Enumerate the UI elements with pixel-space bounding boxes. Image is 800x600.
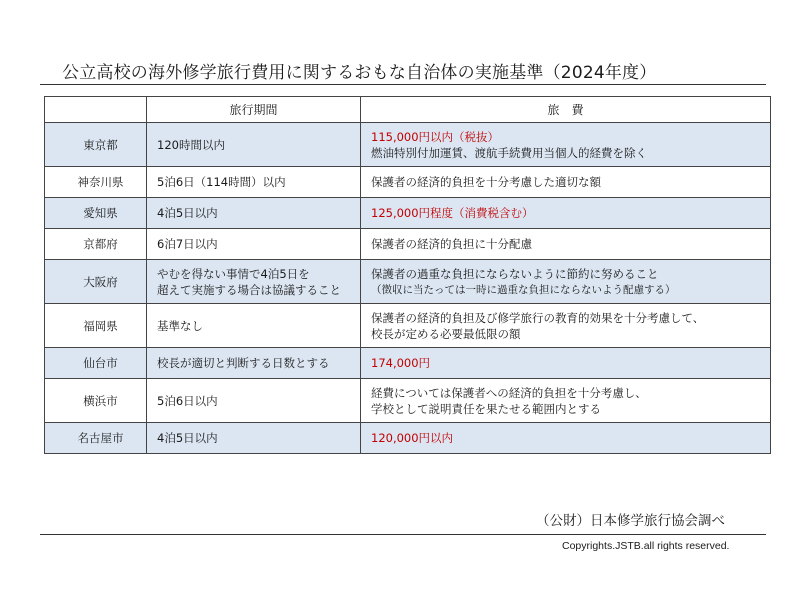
cost-cell — [361, 304, 771, 348]
header-period: 旅行期間 — [147, 97, 361, 123]
municipality-cell: 名古屋市 — [45, 423, 147, 454]
cost-line: 120,000円以内 — [371, 431, 454, 445]
cost-line: 115,000円以内（税抜） — [371, 129, 500, 144]
table-row — [45, 348, 771, 379]
page-title: 公立高校の海外修学旅行費用に関するおもな自治体の実施基準（2024年度） — [62, 63, 657, 83]
cost-line: 125,000円程度（消費税含む） — [371, 206, 534, 220]
cost-cell — [361, 123, 771, 167]
cost-line: 保護者の経済的負担及び修学旅行の教育的効果を十分考慮して、 — [371, 310, 705, 325]
cost-line: 校長が定める必要最低限の額 — [371, 326, 521, 341]
period-line: 超えて実施する場合は協議すること — [157, 282, 341, 297]
source-note: （公財）日本修学旅行協会調べ — [536, 513, 725, 529]
municipality-cell: 横浜市 — [45, 379, 147, 423]
table-row — [45, 123, 771, 167]
period-cell — [147, 198, 361, 229]
cost-cell — [361, 379, 771, 423]
period-line: 6泊7日以内 — [157, 237, 218, 251]
header-municipality — [45, 97, 147, 123]
period-cell — [147, 348, 361, 379]
cost-cell — [361, 167, 771, 198]
table-row — [45, 379, 771, 423]
cost-line: 学校として説明責任を果たせる範囲内とする — [371, 401, 601, 416]
table-row — [45, 167, 771, 198]
period-line: 4泊5日以内 — [157, 206, 218, 220]
cost-line: 燃油特別付加運賃、渡航手続費用当個人的経費を除く — [371, 145, 647, 160]
cost-cell — [361, 229, 771, 260]
footer-divider — [40, 534, 766, 535]
title-divider — [40, 84, 766, 85]
cost-line: （徴収に当たっては一時に過重な負担にならないよう配慮する） — [371, 283, 676, 296]
header-cost: 旅 費 — [361, 97, 771, 123]
period-line: 5泊6日以内 — [157, 393, 218, 408]
cost-cell — [361, 423, 771, 454]
municipality-cell: 愛知県 — [45, 198, 147, 229]
municipality-cell: 京都府 — [45, 229, 147, 260]
table-row — [45, 260, 771, 304]
period-line: やむを得ない事情で4泊5日を — [157, 266, 310, 281]
cost-cell — [361, 198, 771, 229]
period-line: 4泊5日以内 — [157, 431, 218, 445]
municipality-cell: 東京都 — [45, 123, 147, 167]
cost-cell — [361, 348, 771, 379]
table-row — [45, 304, 771, 348]
cost-line: 174,000円 — [371, 356, 431, 370]
cost-line: 保護者の経済的負担に十分配慮 — [371, 237, 532, 251]
period-cell — [147, 423, 361, 454]
period-cell — [147, 260, 361, 304]
period-cell — [147, 123, 361, 167]
table-row — [45, 229, 771, 260]
copyright-text: Copyrights.JSTB.all rights reserved. — [562, 540, 730, 552]
municipality-cell: 大阪府 — [45, 260, 147, 304]
table-row — [45, 198, 771, 229]
period-cell — [147, 379, 361, 423]
period-cell — [147, 167, 361, 198]
period-line: 5泊6日（114時間）以内 — [157, 175, 286, 189]
standards-table — [44, 96, 771, 454]
table-row — [45, 423, 771, 454]
cost-line: 保護者の過重な負担にならないように節約に努めること — [371, 266, 659, 281]
table-header-row — [45, 97, 771, 123]
period-cell — [147, 229, 361, 260]
cost-line: 保護者の経済的負担を十分考慮した適切な額 — [371, 175, 601, 189]
period-cell — [147, 304, 361, 348]
cost-line: 経費については保護者への経済的負担を十分考慮し、 — [371, 385, 647, 400]
period-line: 基準なし — [157, 318, 203, 333]
municipality-cell: 福岡県 — [45, 304, 147, 348]
period-line: 校長が適切と判断する日数とする — [157, 356, 330, 370]
period-line: 120時間以内 — [157, 137, 225, 152]
cost-cell — [361, 260, 771, 304]
municipality-cell: 仙台市 — [45, 348, 147, 379]
municipality-cell: 神奈川県 — [45, 167, 147, 198]
